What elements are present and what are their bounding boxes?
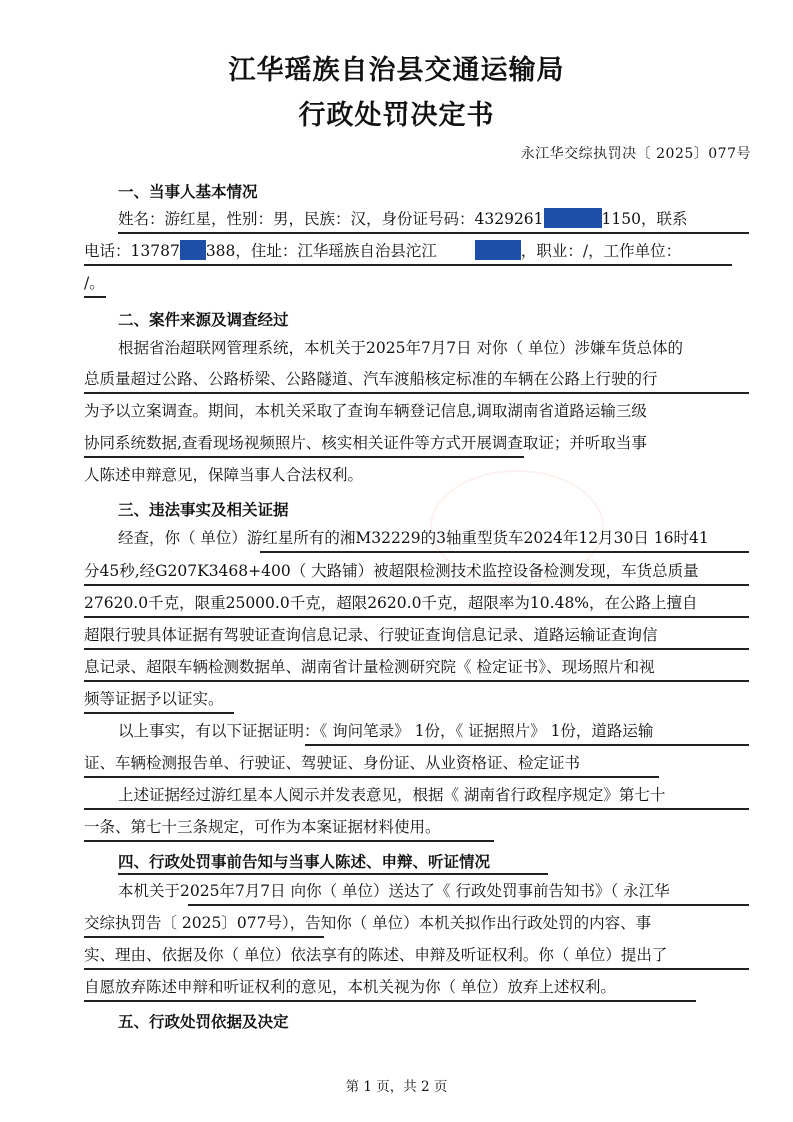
underline [84,680,749,682]
underline [84,1000,696,1002]
facts-line-3: 27620.0千克，限重25000.0千克，超限2620.0千克，超限率为10.48%，在公路上擅自 [84,594,698,612]
underline [84,264,732,266]
underline [305,744,749,746]
section-heading-3: 三、违法事实及相关证据 [118,501,289,519]
facts-line-10: 一条、第七十三条规定，可作为本案证据材料使用。 [84,818,441,836]
notice-line-1: 本机关于2025年7月7日 向你（ 单位）送达了《 行政处罚事前告知书》（ 永江华 [118,882,670,900]
redaction-block [475,240,521,260]
notice-line-4: 自愿放弃陈述申辩和听证权利的意见，本机关视为你（ 单位）放弃上述权利。 [84,978,616,996]
document-number: 永江华交综执罚决〔 2025〕077号 [520,146,751,162]
underline [84,296,106,298]
party-text: 388，住址：江华瑶族自治县沱江 [205,242,437,260]
facts-line-5: 息记录、超限车辆检测数据单、湖南省计量检测研究院《 检定证书》、现场照片和视 [84,658,655,676]
underline [84,584,749,586]
document-title: 江华瑶族自治县交通运输局 [228,55,565,86]
underline [118,232,749,234]
party-text: 1150，联系 [601,210,688,228]
underline [84,392,749,394]
document-subtitle: 行政处罚决定书 [298,100,495,131]
source-line-1: 根据省治超联网管理系统，本机关于2025年7月7日 对你（ 单位）涉嫌车货总体的 [118,339,684,357]
party-text: 姓名：游红星，性别：男，民族：汉，身份证号码：4329261 [118,210,544,228]
underline [84,840,494,842]
section-heading-5: 五、行政处罚依据及决定 [118,1013,289,1031]
facts-line-4: 超限行驶具体证据有驾驶证查询信息记录、行驶证查询信息记录、道路运输证查询信 [84,626,658,644]
source-line-2: 总质量超过公路、公路桥梁、公路隧道、汽车渡船核定标准的车辆在公路上行驶的行 [84,370,658,388]
facts-line-1: 经查，你（ 单位）游红星所有的湘M32229的3轴重型货车2024年12月30日 16时41 [118,529,709,547]
underline [84,712,234,714]
facts-line-7: 以上事实，有以下证据证明：《 询问笔录》 1份，《 证据照片》 1份，道路运输 [118,722,654,740]
underline [84,936,324,938]
facts-line-8: 证、车辆检测报告单、行驶证、驾驶证、身份证、从业资格证、检定证书 [84,754,581,772]
notice-line-2: 交综执罚告〔 2025〕077号），告知你（ 单位）本机关拟作出行政处罚的内容、事 [84,914,652,932]
party-line-3: /。 [84,274,105,292]
underline [84,776,659,778]
source-line-4: 协同系统数据,查看现场视频照片、核实相关证件等方式开展调查取证；并听取当事 [84,434,647,452]
section-heading-4: 四、行政处罚事前告知与当事人陈述、申辩、听证情况 [118,853,491,871]
redaction-block [180,240,206,260]
underline [84,456,524,458]
party-line-2 [84,240,749,262]
facts-line-6: 频等证据予以证实。 [84,690,224,708]
underline [84,616,749,618]
page-footer: 第 1 页，共 2 页 [345,1079,448,1095]
underline [118,873,548,875]
facts-line-2: 分45秒,经G207K3468+400（ 大路铺）被超限检测技术监控设备检测发现，车货总质量 [84,562,699,580]
section-heading-2: 二、案件来源及调查经过 [118,311,289,329]
facts-line-9: 上述证据经过游红星本人阅示并发表意见，根据《 湖南省行政程序规定》第七十 [118,786,666,804]
underline [84,968,749,970]
party-text: ，职业：/，工作单位： [520,242,682,260]
source-line-3: 为予以立案调查。期间，本机关采取了查询车辆登记信息,调取湖南省道路运输三级 [84,402,647,420]
section-heading-1: 一、当事人基本情况 [118,183,258,201]
redaction-block [544,208,602,228]
underline [84,808,749,810]
party-text: 电话：13787 [84,242,180,260]
underline [188,904,749,906]
party-line-1 [118,208,749,230]
notice-line-3: 实、理由、依据及你（ 单位）依法享有的陈述、申辩及听证权利。你（ 单位）提出了 [84,946,668,964]
source-line-5: 人陈述申辩意见，保障当事人合法权利。 [84,466,364,484]
underline [84,648,749,650]
underline [260,551,749,553]
